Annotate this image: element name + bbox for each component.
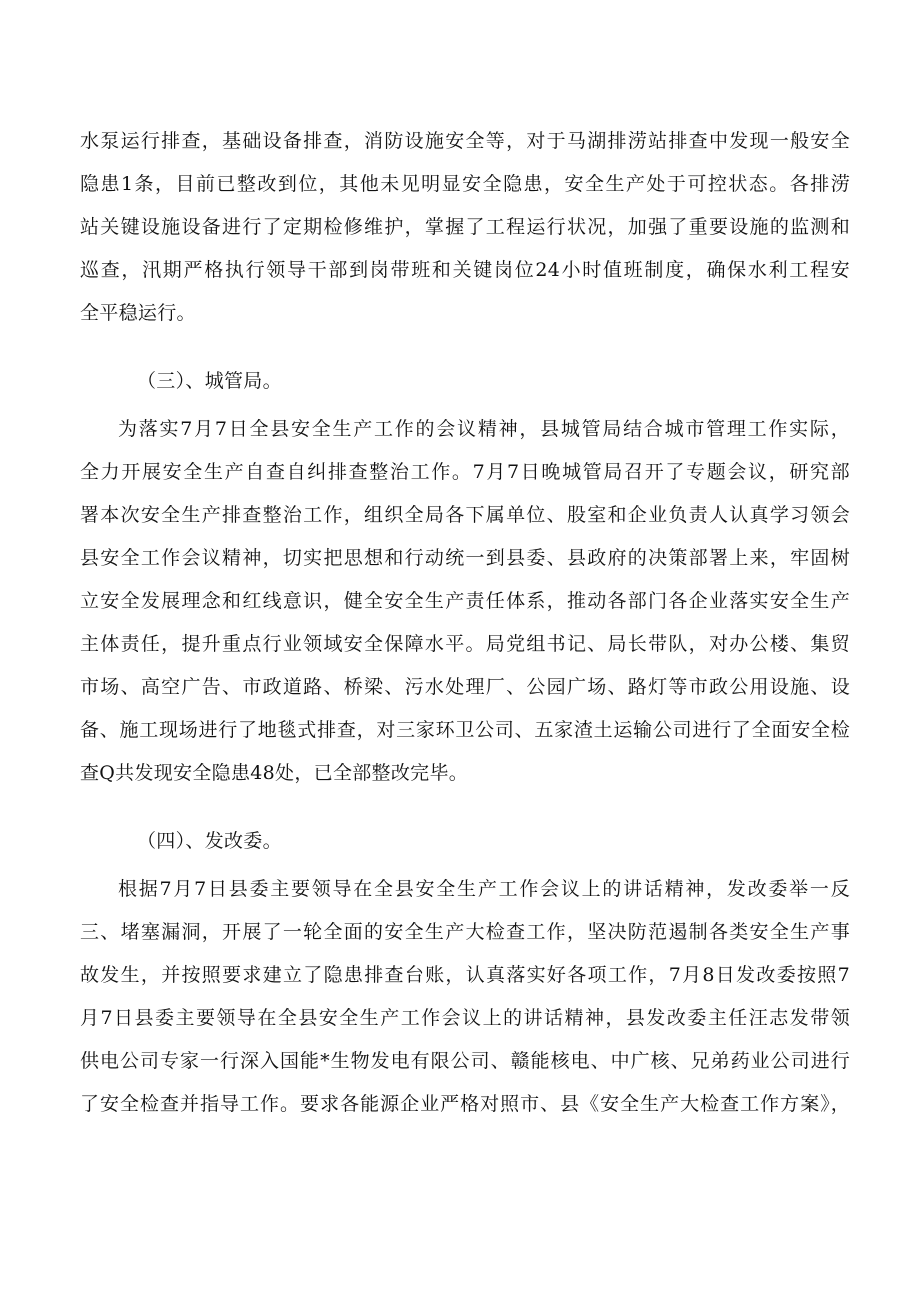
- text-line: 了安全检查并指导工作。要求各能源企业严格对照市、县《安全生产大检查工作方案》，: [80, 1093, 850, 1115]
- text-line: 故发生，并按照要求建立了隐患排查台账，认真落实好各项工作，7月8日发改委按照7: [80, 964, 850, 986]
- text-line: 为落实7月7日全县安全生产工作的会议精神，县城管局结合城市管理工作实际，: [118, 418, 850, 440]
- text-line: 全力开展安全生产自查自纠排查整治工作。7月7日晚城管局召开了专题会议，研究部: [80, 461, 850, 483]
- text-line: 主体责任，提升重点行业领域安全保障水平。局党组书记、局长带队，对办公楼、集贸: [80, 633, 850, 655]
- text-line: 巡查，汛期严格执行领导干部到岗带班和关键岗位24小时值班制度，确保水利工程安: [80, 259, 850, 281]
- text-line: 备、施工现场进行了地毯式排查，对三家环卫公司、五家渣土运输公司进行了全面安全检: [80, 719, 850, 741]
- text-line: 隐患1条，目前已整改到位，其他未见明显安全隐患，安全生产处于可控状态。各排涝: [80, 173, 850, 195]
- text-line: 署本次安全生产排查整治工作，组织全局各下属单位、股室和企业负责人认真学习领会: [80, 504, 850, 526]
- text-line: 根据7月7日县委主要领导在全县安全生产工作会议上的讲话精神，发改委举一反: [118, 878, 850, 900]
- section-heading-urban-management: （三）、城管局。: [137, 370, 282, 392]
- text-line: 县安全工作会议精神，切实把思想和行动统一到县委、县政府的决策部署上来，牢固树: [80, 547, 850, 569]
- section-heading-development-reform: （四）、发改委。: [137, 830, 282, 852]
- text-line: 全平稳运行。: [80, 302, 196, 324]
- text-line: 站关键设施设备进行了定期检修维护，掌握了工程运行状况，加强了重要设施的监测和: [80, 216, 850, 238]
- text-line: 立安全发展理念和红线意识，健全安全生产责任体系，推动各部门各企业落实安全生产: [80, 590, 850, 612]
- text-line: 水泵运行排查，基础设备排查，消防设施安全等，对于马湖排涝站排查中发现一般安全: [80, 130, 850, 152]
- text-line: 供电公司专家一行深入国能*生物发电有限公司、赣能核电、中广核、兄弟药业公司进行: [80, 1050, 850, 1072]
- text-line: 三、堵塞漏洞，开展了一轮全面的安全生产大检查工作，坚决防范遏制各类安全生产事: [80, 921, 850, 943]
- text-line: 月7日县委主要领导在全县安全生产工作会议上的讲话精神，县发改委主任汪志发带领: [80, 1007, 850, 1029]
- text-line: 市场、高空广告、市政道路、桥梁、污水处理厂、公园广场、路灯等市政公用设施、设: [80, 676, 850, 698]
- text-line: 查Q共发现安全隐患48处，已全部整改完毕。: [80, 762, 469, 784]
